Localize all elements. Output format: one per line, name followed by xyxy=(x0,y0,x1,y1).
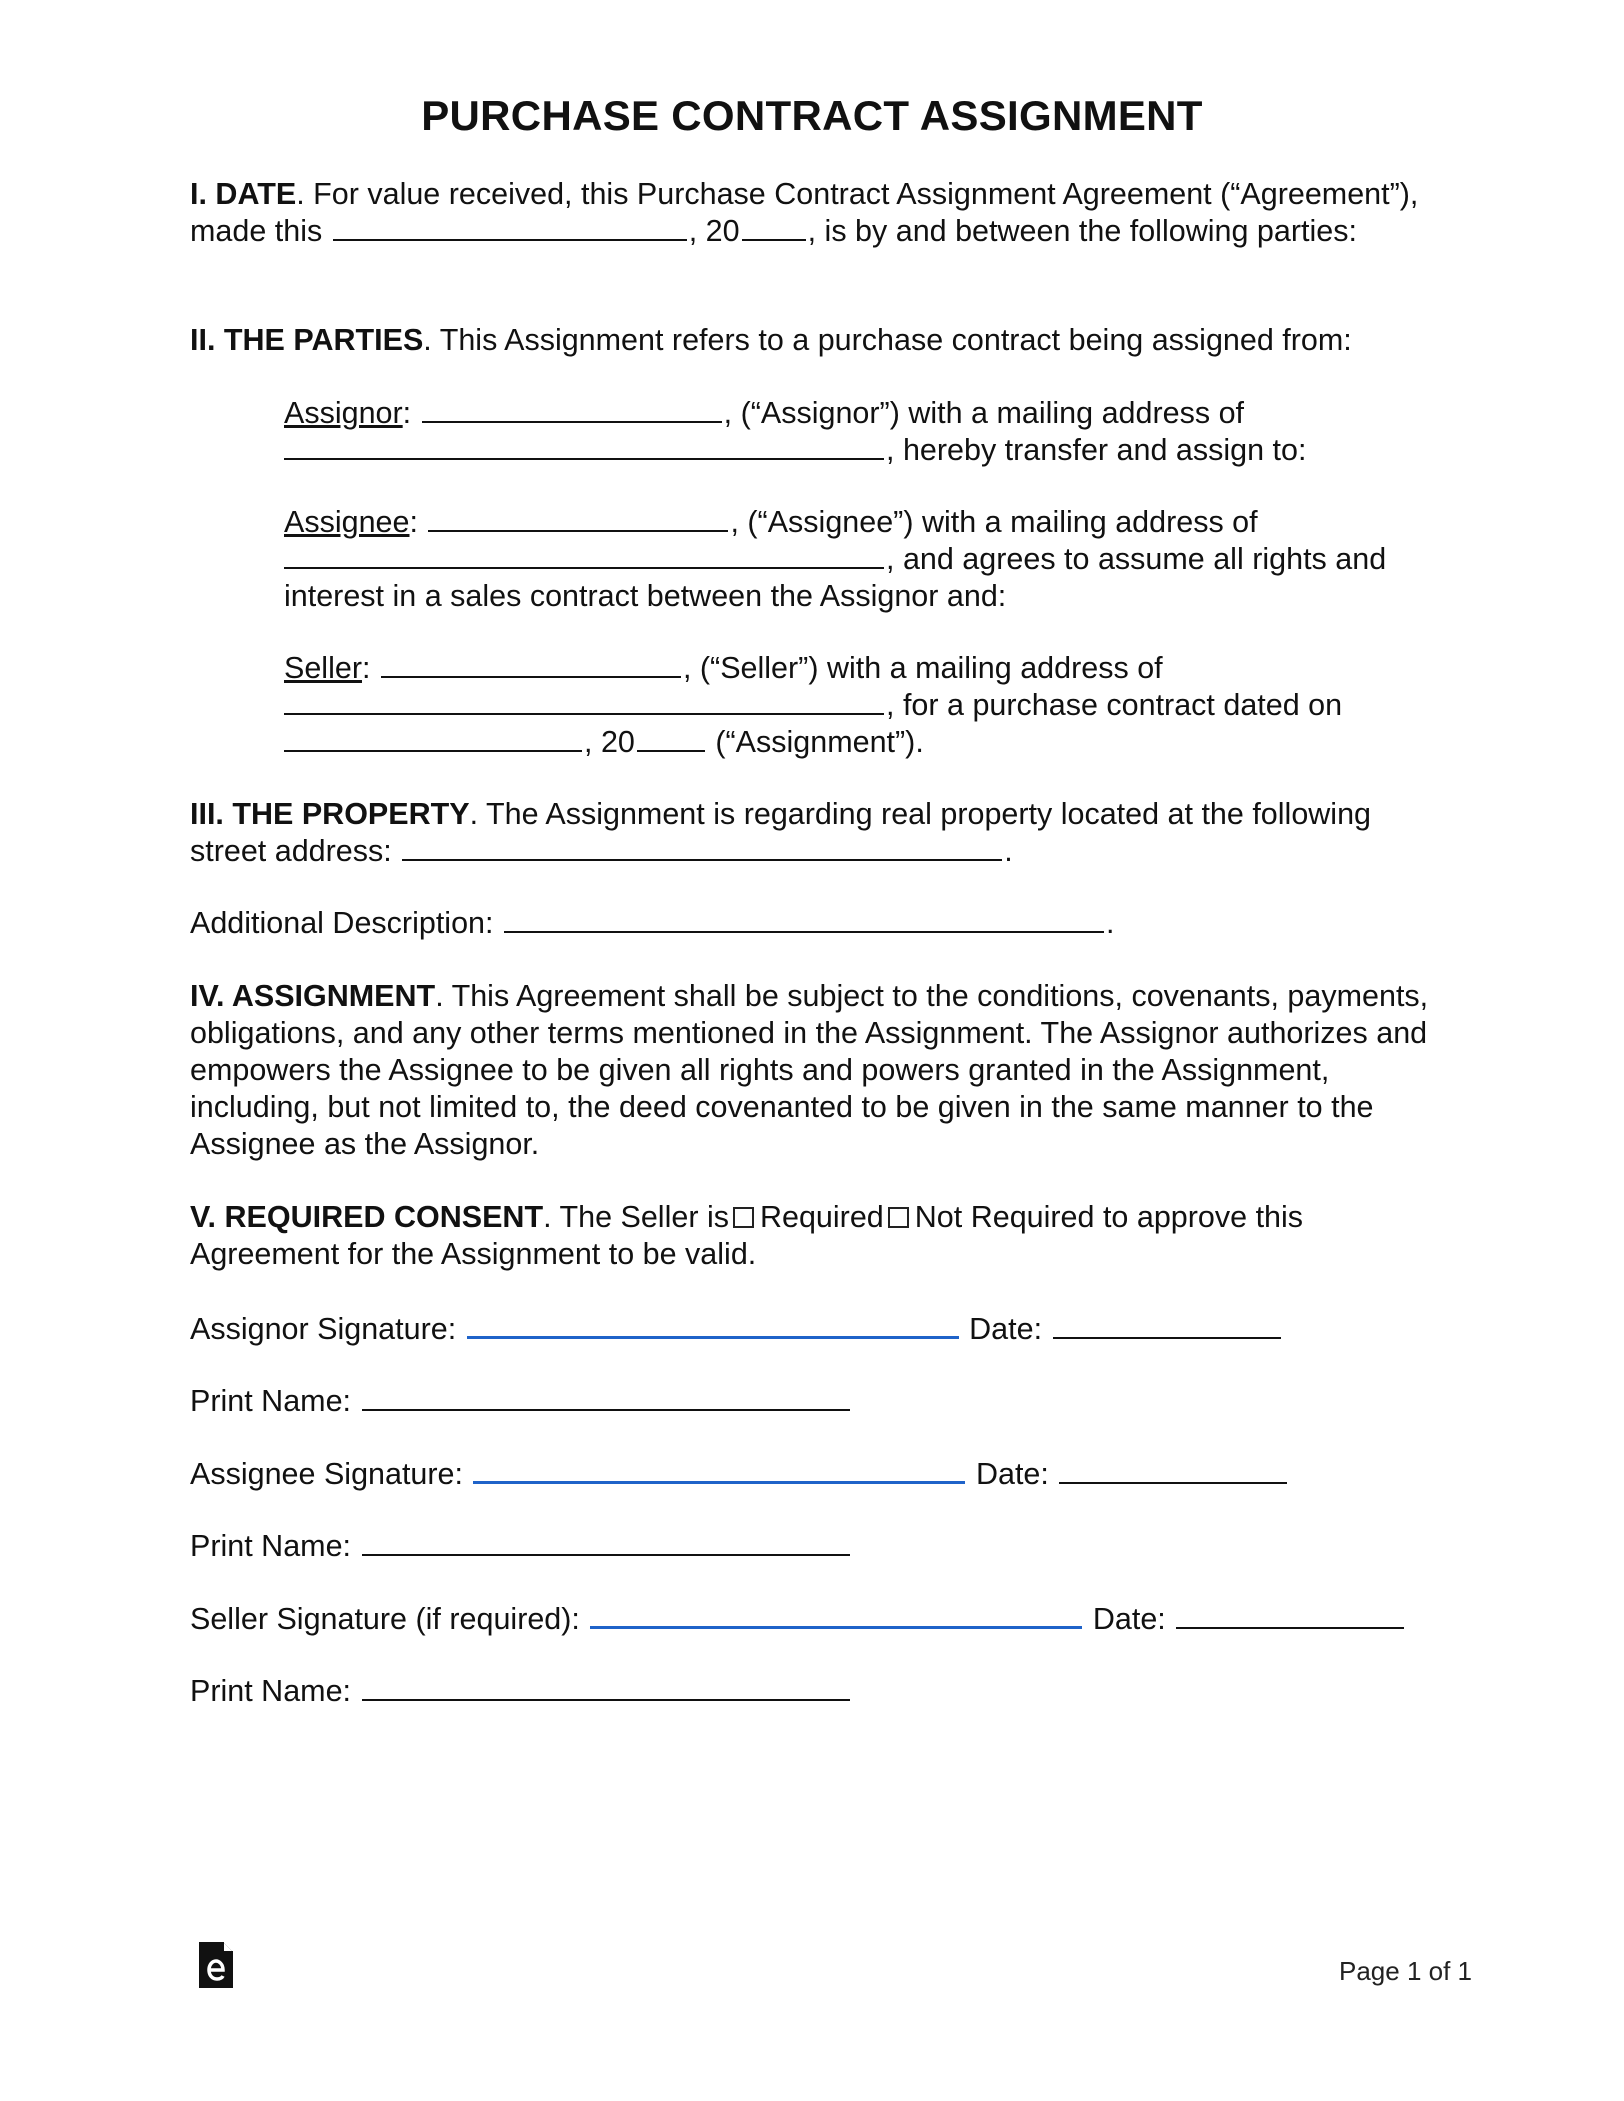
assignee-text-3: , and agrees to assume all rights and interest in a sales contract between the Assignor and: xyxy=(284,542,1387,613)
assignee-date-blank[interactable] xyxy=(1059,1456,1287,1484)
assignee-print-name-blank[interactable] xyxy=(362,1528,850,1556)
assignor-print-name-label: Print Name: xyxy=(190,1384,360,1418)
assignor-signature-label: Assignor Signature: xyxy=(190,1312,465,1346)
seller-signature-label: Seller Signature (if required): xyxy=(190,1602,589,1636)
assignor-date-label: Date: xyxy=(969,1312,1051,1346)
seller-print-name-row xyxy=(190,1673,1450,1710)
section-date-text-1: . For value received, this Purchase Contract Assignment Agreement (“Agreement”), made this xyxy=(190,177,1419,248)
section-consent-text-2: to approve this Agreement for the Assignment to be valid. xyxy=(190,1200,1304,1271)
seller-block xyxy=(284,650,1424,761)
assignor-signature-row xyxy=(190,1310,1450,1348)
assignor-date-blank[interactable] xyxy=(1053,1311,1281,1339)
assignee-signature-line[interactable] xyxy=(473,1455,965,1484)
assignee-address-blank[interactable] xyxy=(284,541,884,569)
assignor-text-1: : xyxy=(402,396,420,430)
section-parties-text: . This Assignment refers to a purchase contract being assigned from: xyxy=(423,323,1352,357)
section-date-text-2: , 20 xyxy=(688,214,740,248)
not-required-label: Not Required xyxy=(914,1200,1095,1234)
contract-year-blank[interactable] xyxy=(637,724,705,752)
seller-text-1: : xyxy=(361,651,379,685)
eforms-logo-icon xyxy=(197,1940,235,1990)
seller-date-blank[interactable] xyxy=(1176,1601,1404,1629)
required-label: Required xyxy=(759,1200,884,1234)
assignee-label: Assignee xyxy=(284,505,410,539)
seller-print-name-blank[interactable] xyxy=(362,1673,850,1701)
section-property-text-2: . xyxy=(1004,834,1013,868)
section-assignment-heading: IV. ASSIGNMENT xyxy=(190,979,436,1013)
section-consent-heading: V. REQUIRED CONSENT xyxy=(190,1200,544,1234)
document-title: PURCHASE CONTRACT ASSIGNMENT xyxy=(421,92,1203,139)
assignor-signature-line[interactable] xyxy=(467,1310,959,1339)
seller-print-name-label: Print Name: xyxy=(190,1674,360,1708)
seller-date-label: Date: xyxy=(1092,1602,1175,1636)
section-consent xyxy=(190,1199,1450,1273)
section-parties-heading: II. THE PARTIES xyxy=(190,323,424,357)
seller-text-4: , 20 xyxy=(584,725,635,759)
assignor-text-3: , hereby transfer and assign to: xyxy=(886,433,1307,467)
seller-text-5: (“Assignment”). xyxy=(706,725,924,759)
assignor-print-name-blank[interactable] xyxy=(362,1383,850,1411)
section-property-text-1: . The Assignment is regarding real property located at the following street address: xyxy=(190,797,1372,868)
seller-text-2: , (“Seller”) with a mailing address of xyxy=(682,651,1163,685)
seller-signature-line[interactable] xyxy=(590,1600,1082,1629)
section-date xyxy=(190,176,1450,250)
seller-name-blank[interactable] xyxy=(381,650,681,678)
assignee-signature-label: Assignee Signature: xyxy=(190,1457,472,1491)
assignee-print-name-label: Print Name: xyxy=(190,1529,360,1563)
section-parties xyxy=(190,322,1450,359)
seller-label: Seller xyxy=(284,651,362,685)
assignee-date-label: Date: xyxy=(975,1457,1058,1491)
page-number: Page 1 of 1 xyxy=(1339,1956,1472,1986)
assignor-text-2: , (“Assignor”) with a mailing address of xyxy=(723,396,1245,430)
street-address-blank[interactable] xyxy=(402,833,1002,861)
assignee-print-name-row xyxy=(190,1528,1450,1565)
section-date-heading: I. DATE xyxy=(190,177,297,211)
assignee-text-2: , (“Assignee”) with a mailing address of xyxy=(730,505,1258,539)
section-property-heading: III. THE PROPERTY xyxy=(190,797,470,831)
assignee-name-blank[interactable] xyxy=(428,504,728,532)
contract-date-blank[interactable] xyxy=(284,724,582,752)
additional-description-end: . xyxy=(1105,906,1115,940)
assignee-signature-row xyxy=(190,1455,1450,1493)
section-property xyxy=(190,796,1450,870)
assignor-print-name-row xyxy=(190,1383,1450,1420)
section-consent-text-1: . The Seller is xyxy=(543,1200,729,1234)
agreement-year-blank[interactable] xyxy=(742,213,806,241)
not-required-checkbox[interactable] xyxy=(888,1207,909,1228)
assignor-address-blank[interactable] xyxy=(284,432,884,460)
assignee-text-1: : xyxy=(409,505,427,539)
seller-signature-row xyxy=(190,1600,1450,1638)
assignee-block xyxy=(284,504,1424,615)
seller-address-blank[interactable] xyxy=(284,687,884,715)
section-assignment-text: . This Agreement shall be subject to the conditions, covenants, payments, obligations, and any other terms mentioned in the Assignment. The Assignor authorizes and empowers the Assignee to be given all rights and powers granted in the Assignment, including, but not limited to, the deed covenanted to be given in the same manner to the Assignee as the Assignor. xyxy=(190,979,1429,1161)
section-assignment xyxy=(190,978,1440,1163)
assignor-block xyxy=(284,395,1424,469)
additional-description xyxy=(190,905,1450,942)
section-date-text-3: , is by and between the following parties: xyxy=(807,214,1357,248)
seller-text-3: , for a purchase contract dated on xyxy=(886,688,1343,722)
assignor-name-blank[interactable] xyxy=(422,395,722,423)
additional-description-blank[interactable] xyxy=(504,905,1104,933)
assignor-label: Assignor xyxy=(284,396,403,430)
additional-description-label: Additional Description: xyxy=(190,906,502,940)
required-checkbox[interactable] xyxy=(733,1207,754,1228)
agreement-day-blank[interactable] xyxy=(333,213,687,241)
